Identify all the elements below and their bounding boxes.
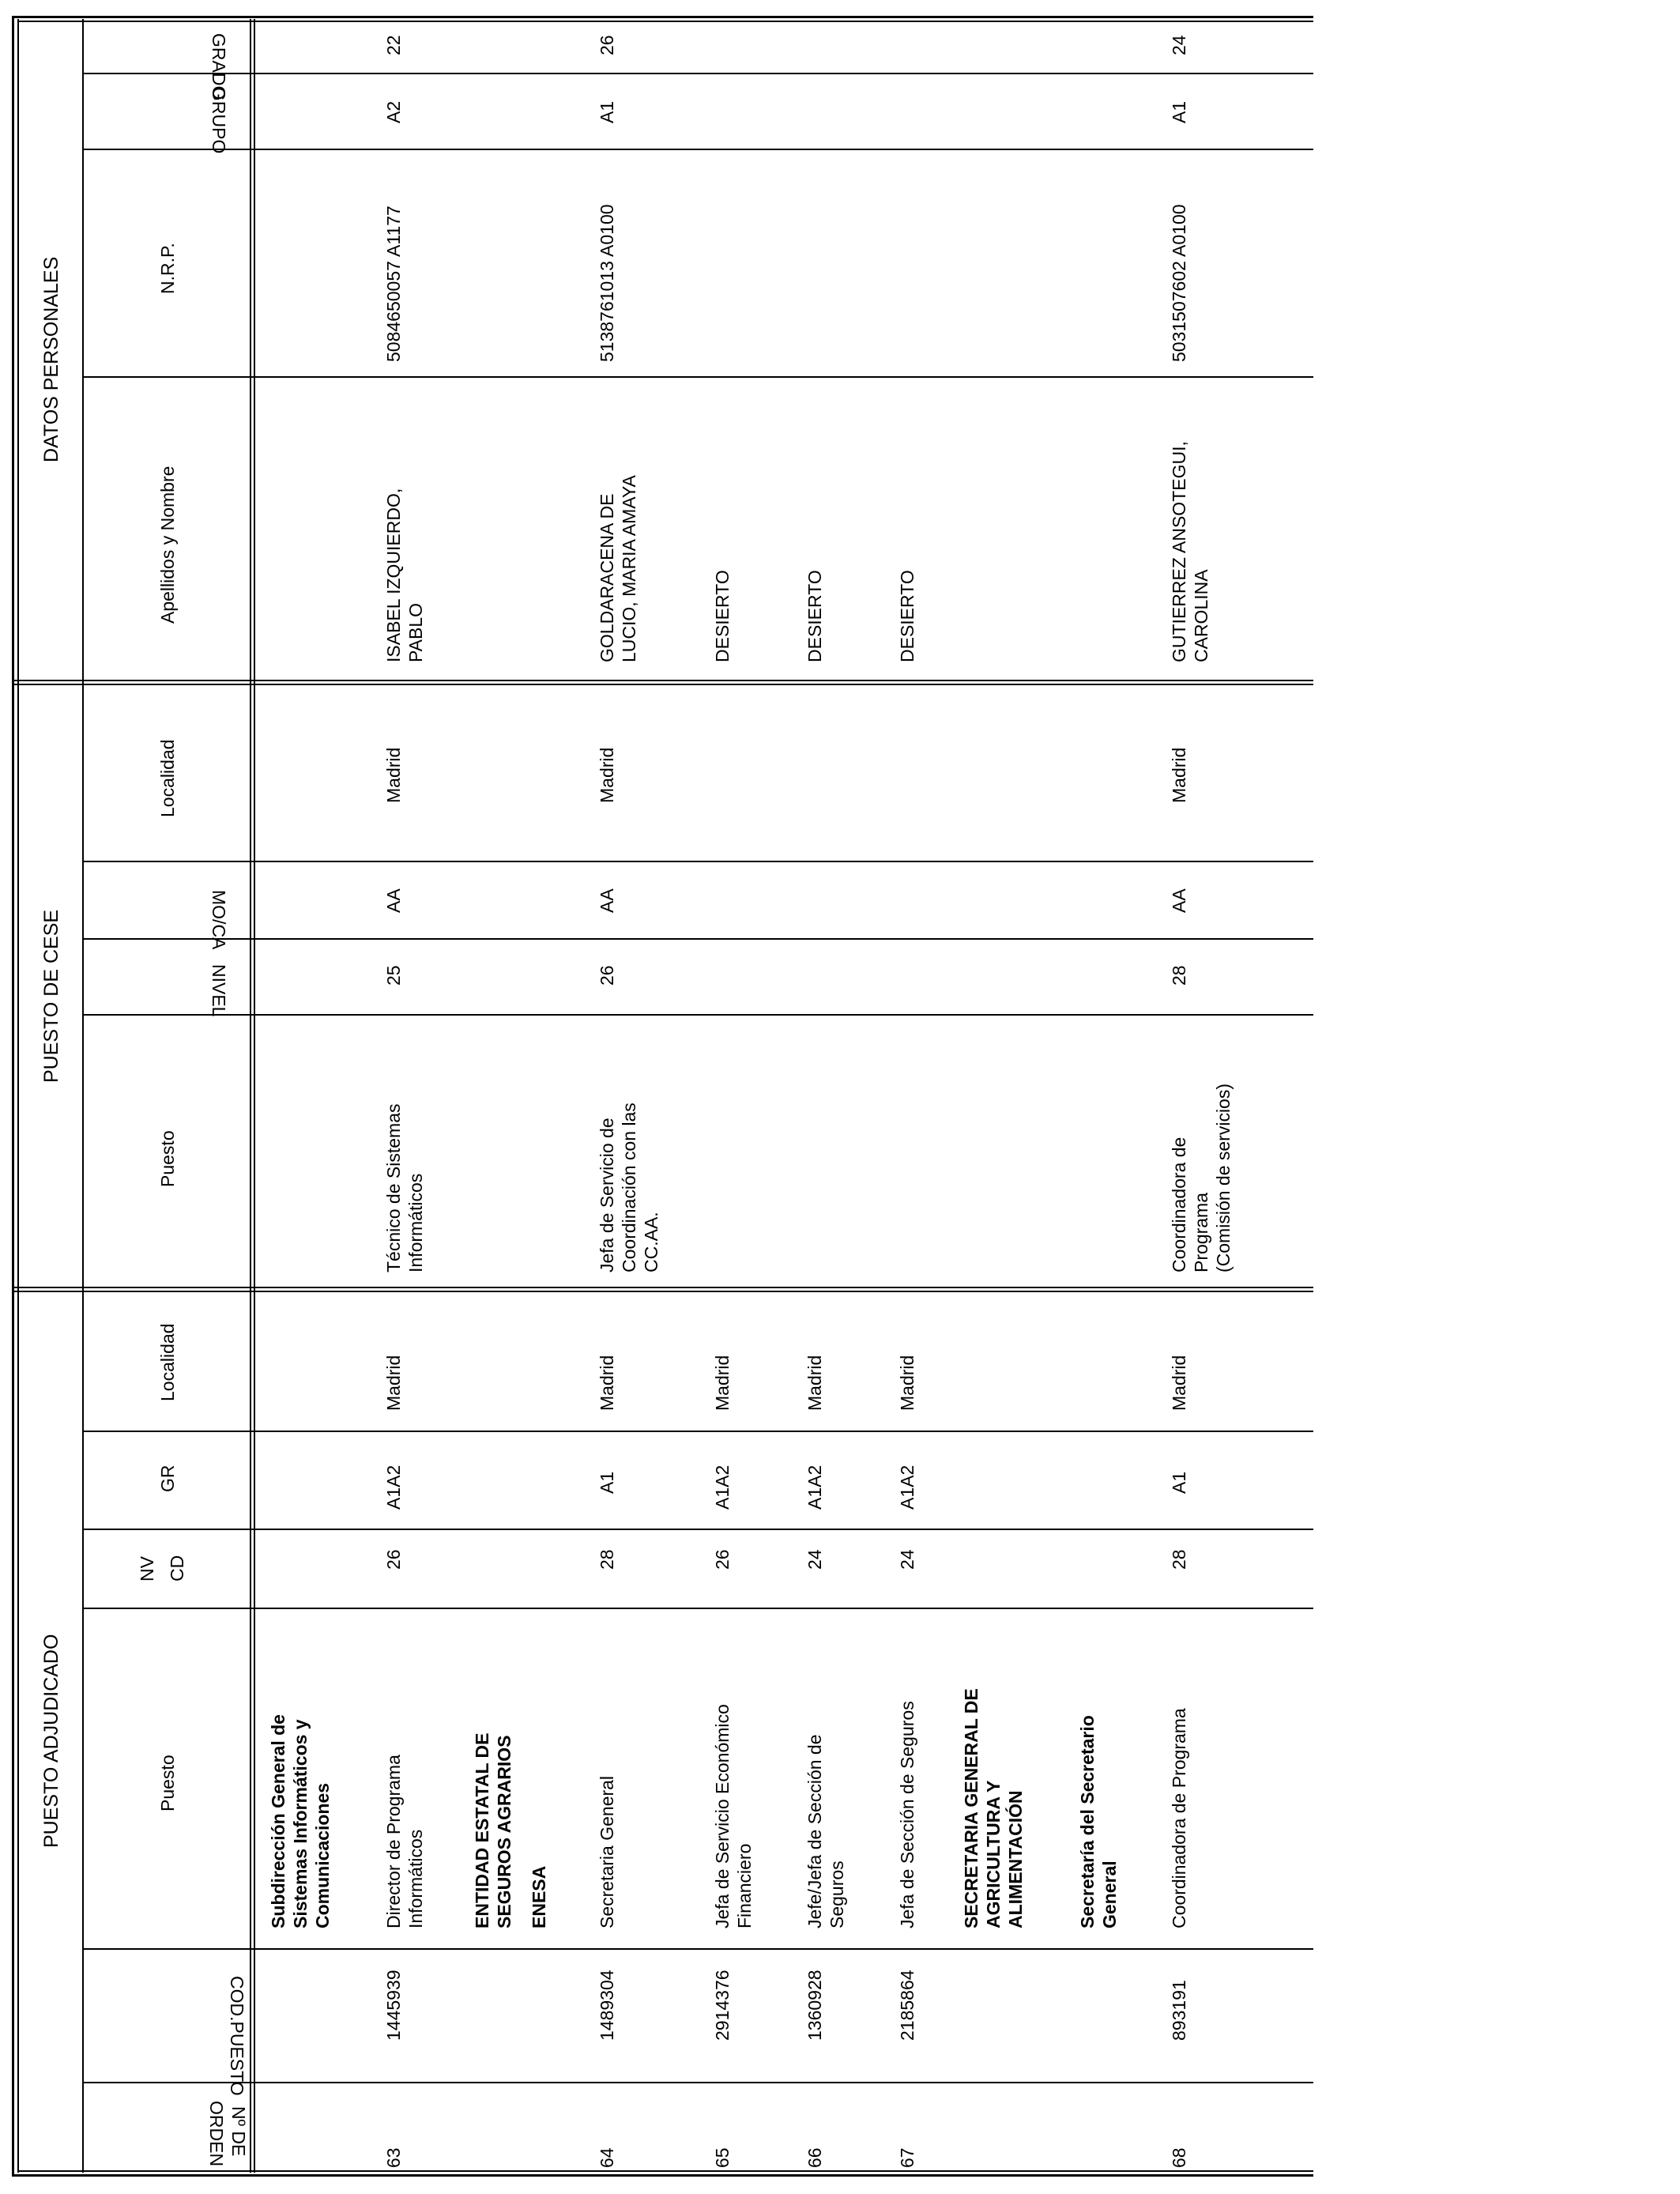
frame-top-outer [12, 16, 1313, 18]
row-68-nvcd: 28 [1169, 1549, 1189, 1570]
group-secretaria-general-line-2: AGRICULTURA Y [983, 1780, 1004, 1928]
row-63-grado: 22 [383, 35, 404, 55]
row-68-orden: 68 [1169, 2147, 1189, 2168]
row-67-orden: 67 [897, 2147, 917, 2168]
row-68-cese-puesto-line-1: Coordinadora de [1169, 1137, 1189, 1272]
group-subdireccion-line-3: Comunicaciones [312, 1782, 333, 1928]
row-67-gr: A1A2 [897, 1465, 917, 1510]
row-66-localidad: Madrid [804, 1355, 825, 1411]
row-63-gr: A1A2 [383, 1465, 404, 1510]
row-64-cese-puesto-line-1: Jefa de Servicio de [597, 1118, 617, 1272]
row-63-puesto-line-1: Director de Programa [383, 1755, 404, 1928]
row-68-moca: AA [1169, 888, 1189, 913]
row-64-nombre-line-1: GOLDARACENA DE [597, 493, 617, 662]
row-68-nivel: 28 [1169, 965, 1189, 986]
group-secretaria-general-line-1: SECRETARIA GENERAL DE [961, 1688, 981, 1928]
col-div-nrp-nombre [82, 376, 1313, 378]
group-enesa-line-2: SEGUROS AGRARIOS [494, 1735, 514, 1928]
divider-cese-adjudicado-b [12, 1291, 1313, 1292]
row-65-cod-puesto: 2914376 [712, 1970, 733, 2041]
group-enesa-line-1: ENTIDAD ESTATAL DE [472, 1732, 492, 1928]
row-64-gr: A1 [597, 1471, 617, 1494]
header-cod-puesto: COD.PUESTO [227, 1976, 247, 2096]
row-65-localidad: Madrid [712, 1355, 733, 1411]
frame-bottom-outer [12, 2174, 1313, 2177]
row-68-cese-localidad: Madrid [1169, 747, 1189, 803]
col-div-nivel-puesto [82, 1014, 1313, 1016]
row-68-nombre-line-2: CAROLINA [1191, 569, 1211, 662]
divider-cese-adjudicado-a [12, 1287, 1313, 1288]
header-puesto: Puesto [157, 1755, 178, 1811]
group-secretaria-secretario-line-1: Secretaría del Secretario [1077, 1715, 1098, 1928]
row-68-cod-puesto: 893191 [1169, 1980, 1189, 2041]
header-cd: CD [167, 1555, 187, 1581]
col-div-moca-nivel [82, 938, 1313, 940]
group-secretaria-general-line-3: ALIMENTACIÓN [1005, 1790, 1026, 1928]
row-64-cese-localidad: Madrid [597, 747, 617, 803]
group-subdireccion-line-1: Subdirección General de [268, 1714, 288, 1928]
col-div-cod-orden [82, 2082, 1313, 2083]
divider-datos-cese-a [12, 680, 1313, 681]
header-cese-localidad: Localidad [157, 739, 178, 817]
row-64-cese-puesto-line-2: Coordinación con las [619, 1103, 639, 1272]
row-66-puesto-line-1: Jefe/Jefa de Sección de [804, 1734, 825, 1928]
row-68-puesto-line-1: Coordinadora de Programa [1169, 1708, 1189, 1928]
row-65-nvcd: 26 [712, 1549, 733, 1570]
row-63-nombre-line-2: PABLO [405, 603, 426, 662]
row-63-cese-localidad: Madrid [383, 747, 404, 803]
row-68-gr: A1 [1169, 1471, 1189, 1494]
row-63-cese-puesto-line-1: Técnico de Sistemas [383, 1103, 404, 1272]
row-63-cese-puesto-line-2: Informáticos [405, 1173, 426, 1272]
group-secretaria-secretario-line-2: General [1099, 1860, 1120, 1928]
divider-datos-cese-b [12, 684, 1313, 685]
section-title-datos-personales: DATOS PERSONALES [40, 256, 62, 462]
row-63-moca: AA [383, 888, 404, 913]
header-orden-2: Nº DE [228, 2106, 249, 2157]
row-64-moca: AA [597, 888, 617, 913]
col-div-nvcd-puesto [82, 1608, 1313, 1609]
row-67-puesto-line-1: Jefa de Sección de Seguros [897, 1701, 917, 1928]
row-63-nivel: 25 [383, 965, 404, 986]
row-66-orden: 66 [804, 2147, 825, 2168]
header-cese-puesto: Puesto [157, 1130, 178, 1187]
row-67-cod-puesto: 2185864 [897, 1970, 917, 2041]
row-64-localidad: Madrid [597, 1355, 617, 1411]
row-64-nombre-line-2: LUCIO, MARIA AMAYA [619, 475, 639, 662]
row-68-nombre-line-1: GUTIERREZ ANSOTEGUI, [1169, 441, 1189, 662]
row-66-nombre: DESIERTO [804, 570, 825, 662]
col-div-grupo-nrp [82, 149, 1313, 150]
row-65-puesto-line-1: Jefa de Servicio Económico [712, 1704, 733, 1928]
col-div-localidad-moca [82, 861, 1313, 862]
row-66-cod-puesto: 1360928 [804, 1970, 825, 2041]
row-66-nvcd: 24 [804, 1549, 825, 1570]
col-div-gr-nvcd [82, 1529, 1313, 1530]
header-body-line-a [250, 19, 251, 2173]
row-63-nrp: 5084650057 A1177 [383, 205, 404, 362]
row-68-localidad: Madrid [1169, 1355, 1189, 1411]
frame-bottom-inner [17, 2170, 1313, 2172]
header-nv: NV [137, 1556, 157, 1581]
header-grado: GRADO [209, 33, 229, 100]
row-64-nivel: 26 [597, 965, 617, 986]
row-63-localidad: Madrid [383, 1355, 404, 1411]
group-subdireccion-line-2: Sistemas Informáticos y [290, 1719, 311, 1928]
col-div-localidad-gr [82, 1431, 1313, 1432]
row-64-puesto-line-1: Secretaria General [597, 1775, 617, 1928]
row-64-nrp: 5138761013 A0100 [597, 204, 617, 362]
row-67-localidad: Madrid [897, 1355, 917, 1411]
row-64-grupo: A1 [597, 100, 617, 123]
header-apellidos-nombre: Apellidos y Nombre [157, 466, 178, 624]
row-63-cod-puesto: 1445939 [383, 1970, 404, 2041]
row-68-cese-puesto-line-2: Programa [1191, 1193, 1211, 1272]
row-65-orden: 65 [712, 2147, 733, 2168]
row-68-cese-puesto-line-3: (Comisión de servicios) [1213, 1083, 1234, 1272]
row-64-nvcd: 28 [597, 1549, 617, 1570]
section-title-puesto-cese: PUESTO DE CESE [40, 909, 62, 1083]
row-67-nombre: DESIERTO [897, 570, 917, 662]
row-63-nombre-line-1: ISABEL IZQUIERDO, [383, 488, 404, 662]
row-68-nrp: 5031507602 A0100 [1169, 204, 1189, 362]
header-localidad: Localidad [157, 1323, 178, 1401]
header-nrp: N.R.P. [157, 243, 178, 294]
row-68-grupo: A1 [1169, 100, 1189, 123]
row-65-gr: A1A2 [712, 1465, 733, 1510]
col-div-puesto-cod [82, 1948, 1313, 1950]
row-68-grado: 24 [1169, 35, 1189, 55]
header-nivel: NIVEL [209, 964, 229, 1017]
row-65-nombre: DESIERTO [712, 570, 733, 662]
row-64-cese-puesto-line-3: CC.AA. [641, 1212, 661, 1272]
header-orden-1: ORDEN [206, 2101, 227, 2167]
row-63-nvcd: 26 [383, 1549, 404, 1570]
row-67-nvcd: 24 [897, 1549, 917, 1570]
row-65-puesto-line-2: Financiero [734, 1843, 755, 1928]
col-div-grado-grupo [82, 73, 1313, 74]
header-moca: MO/CA [209, 890, 229, 950]
row-64-orden: 64 [597, 2147, 617, 2168]
header-gr: GR [157, 1465, 178, 1492]
frame-left-inner [17, 19, 19, 2173]
row-63-puesto-line-2: Informáticos [405, 1829, 426, 1928]
row-63-grupo: A2 [383, 100, 404, 123]
section-header-line [82, 19, 84, 2173]
frame-left-outer [12, 16, 14, 2176]
section-title-puesto-adjudicado: PUESTO ADJUDICADO [40, 1634, 62, 1848]
row-64-cod-puesto: 1489304 [597, 1970, 617, 2041]
header-grupo: GRUPO [209, 87, 229, 154]
header-body-line-b [254, 19, 255, 2173]
group-enesa-line-3: ENESA [529, 1865, 549, 1928]
frame-top-inner [17, 21, 1313, 22]
row-66-gr: A1A2 [804, 1465, 825, 1510]
row-63-orden: 63 [383, 2147, 404, 2168]
row-66-puesto-line-2: Seguros [827, 1860, 847, 1928]
row-64-grado: 26 [597, 35, 617, 55]
